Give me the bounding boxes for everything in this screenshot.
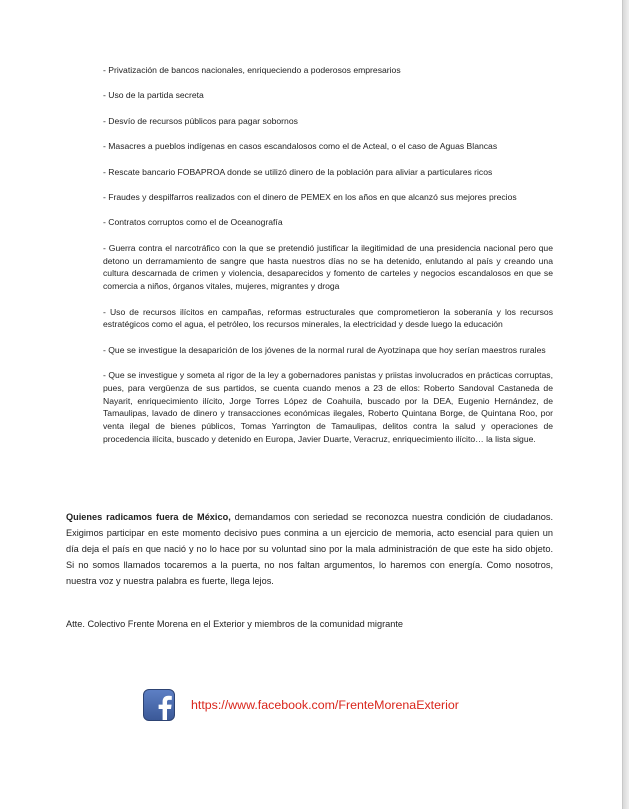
list-item: - Privatización de bancos nacionales, enriqueciendo a poderosos empresarios — [103, 65, 401, 75]
list-item: - Masacres a pueblos indígenas en casos escandalosos como el de Acteal, o el caso de Aguas Blancas — [103, 141, 498, 152]
closing-bold-lead: Quienes radicamos fuera de México, — [66, 512, 231, 522]
facebook-link[interactable]: https://www.facebook.com/FrenteMorenaExterior — [191, 698, 459, 712]
list-item: - Uso de recursos ilícitos en campañas, reformas estructurales que comprometieron la soberanía y los recursos estratégicos como el agua, el petróleo, los recursos minerales, la electricidad y desde luego la educación — [103, 306, 553, 330]
list-item: - Guerra contra el narcotráfico con la que se pretendió justificar la ilegitimidad de una presidencia nacional pero que detono un derramamiento de sangre que hasta nuestros días no se ha detenido, enlutando al país y creando una cultura descarnada de crimen y violencia, desaparecidos y fomento de carteles y negocios escandalosos en que se comercia a niños, órganos vitales, mujeres, migrantes y droga — [103, 242, 553, 292]
facebook-row — [143, 689, 459, 721]
list-item: - Que se investigue y someta al rigor de la ley a gobernadores panistas y priistas involucrados en prácticas corruptas, pues, para vergüenza de sus partidos, se cuenta cuando menos a 23 de ellos: Roberto Sandoval Castaneda de Nayarit, enriquecimiento ilícito, Jorge Torres López de Coahuila, buscado por la DEA, Eugenio Hernández, de Tamaulipas, lavado de dinero y transacciones económicas ilegales, Roberto Quintana Borge, de Quintana Roo, por venta ilegal de bienes públicos, Tomas Yarrington de Tamaulipas, delitos contra la salud y operaciones de procedencia ilícita, buscado y detenido en Europa, Javier Duarte, Veracruz, enriquecimiento ilícito… la lista sigue. — [103, 370, 553, 445]
signature: Atte. Colectivo Frente Morena en el Exterior y miembros de la comunidad migrante — [66, 619, 404, 629]
list-item: - Contratos corruptos como el de Oceanografía — [103, 217, 283, 228]
list-item: - Desvío de recursos públicos para pagar sobornos — [103, 115, 298, 126]
list-item: - Fraudes y despilfarros realizados con el dinero de PEMEX en los años en que alcanzó sus mejores precios — [103, 191, 517, 202]
list-item: - Rescate bancario FOBAPROA donde se utilizó dinero de la población para aliviar a particulares ricos — [103, 166, 493, 177]
page-edge — [622, 0, 629, 809]
list-item: - Que se investigue la desaparición de los jóvenes de la normal rural de Ayotzinapa que hoy serían maestros rurales — [103, 344, 546, 355]
closing-paragraph — [66, 509, 553, 589]
list-item: - Uso de la partida secreta — [103, 90, 204, 101]
closing-text: demandamos con seriedad se reconozca nuestra condición de ciudadanos. Exigimos participar en este momento decisivo pues conmina a un ejercicio de memoria, acto esencial para quien un día deja el país en que nació y no lo hace por su voluntad sino por la mala administración de que este ha sido objeto. Si no somos llamados tocaremos a la puerta, no nos faltan argumentos, lo haremos con energía. Como nosotros, nuestra voz y nuestra palabra es fuerte, llega lejos. — [66, 512, 553, 586]
demands-list — [103, 64, 553, 458]
facebook-icon[interactable] — [143, 689, 175, 721]
